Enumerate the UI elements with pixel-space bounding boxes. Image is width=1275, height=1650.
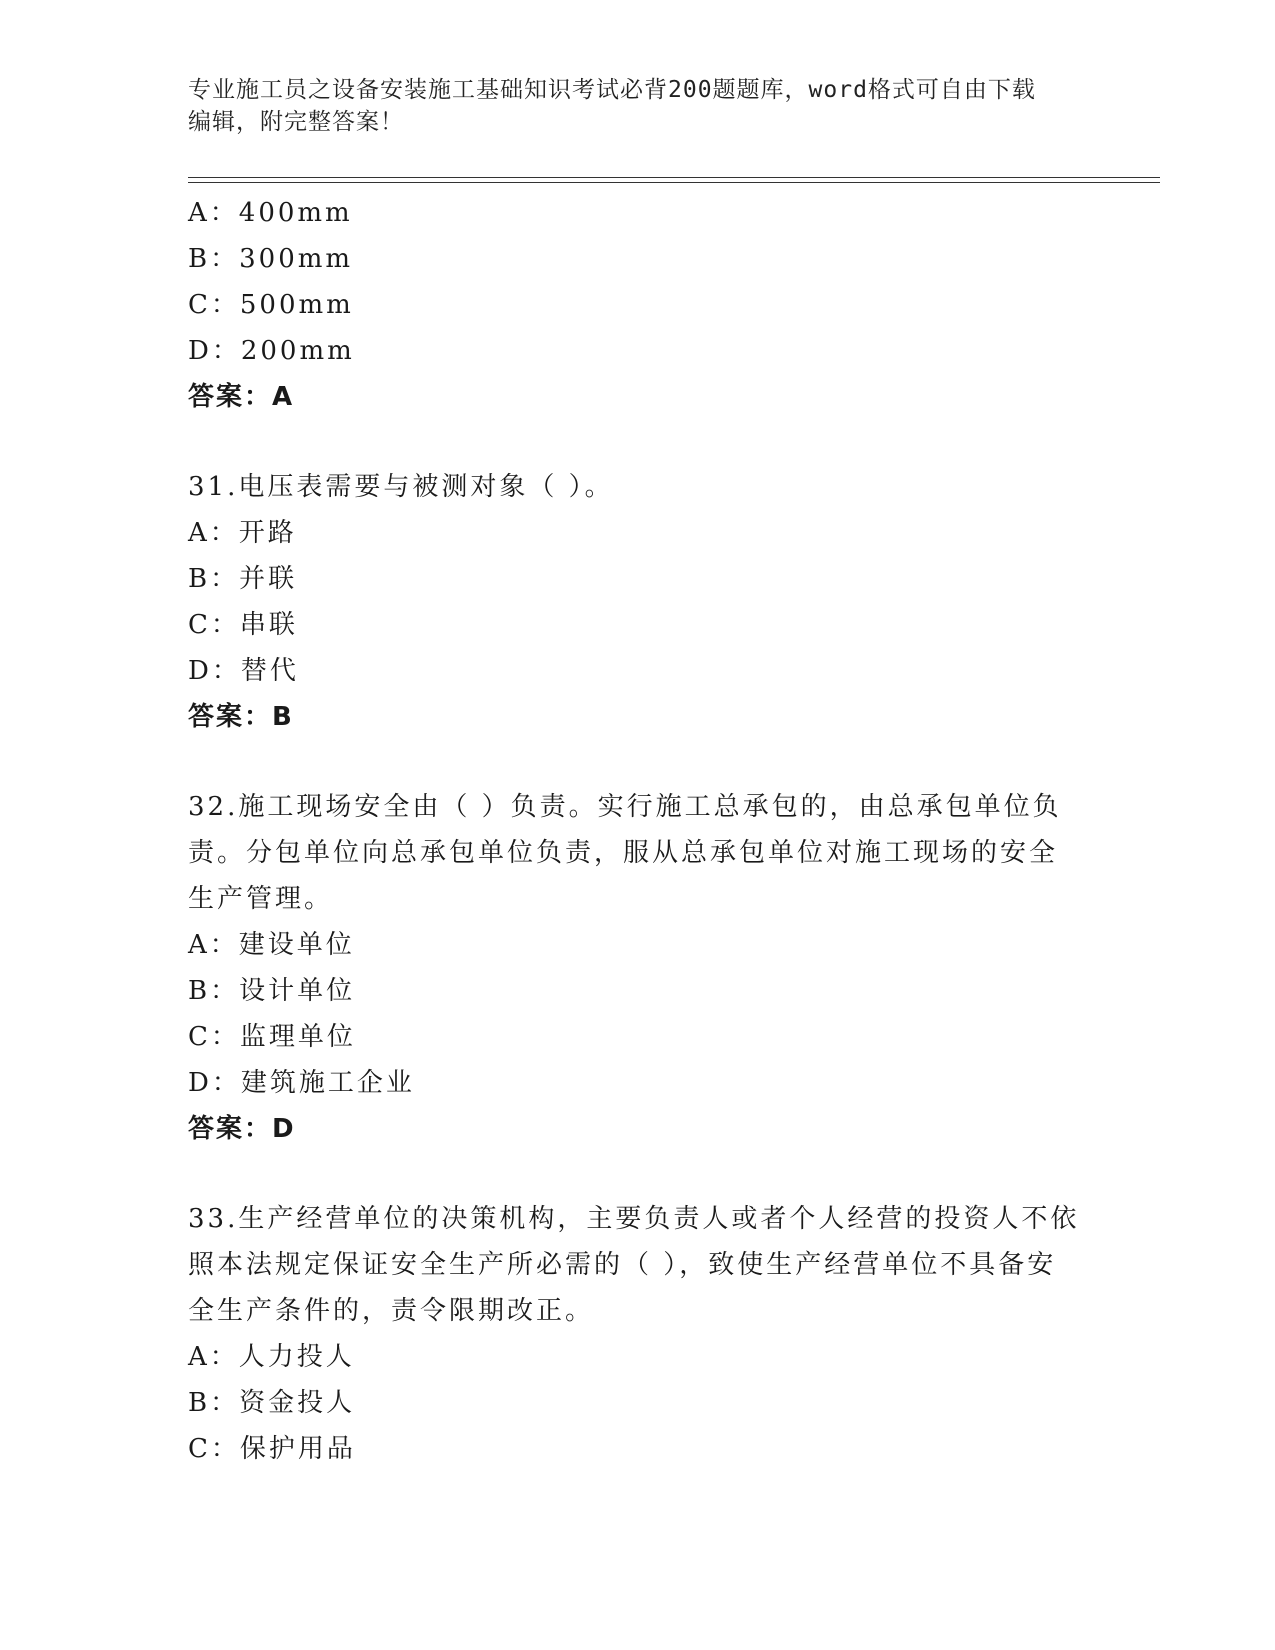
question-list <box>188 190 1088 1472</box>
question-30 <box>188 190 1088 420</box>
option-c: C：保护用品 <box>188 1434 356 1464</box>
option-a: A：建设单位 <box>188 930 355 960</box>
header-rule-top <box>188 177 1160 178</box>
option-d: D：替代 <box>188 656 299 686</box>
option-a: A：400mm <box>188 198 353 228</box>
option-b: B：资金投人 <box>188 1388 356 1418</box>
option-c: C：串联 <box>188 610 298 640</box>
answer: 答案：A <box>188 382 295 412</box>
question-33 <box>188 1196 1088 1472</box>
question-text-line-1: 33.生产经营单位的决策机构，主要负责人或者个人经营的投资人不依 <box>188 1204 1080 1234</box>
question-text-line-1: 32.施工现场安全由（ ）负责。实行施工总承包的，由总承包单位负 <box>188 792 1062 822</box>
option-c: C：500mm <box>188 290 354 320</box>
option-c: C：监理单位 <box>188 1022 356 1052</box>
question-text: 31.电压表需要与被测对象（ ）。 <box>188 472 614 502</box>
question-text-line-2: 责。分包单位向总承包单位负责，服从总承包单位对施工现场的安全 <box>188 838 1059 868</box>
header-rule-bottom <box>188 182 1160 183</box>
header-line-2: 编辑，附完整答案！ <box>188 109 404 135</box>
document-header <box>188 74 1068 138</box>
question-31 <box>188 464 1088 740</box>
question-text-line-3: 全生产条件的，责令限期改正。 <box>188 1296 595 1326</box>
option-d: D：200mm <box>188 336 355 366</box>
question-text-line-2: 照本法规定保证安全生产所必需的（ ），致使生产经营单位不具备安 <box>188 1250 1057 1280</box>
option-b: B：300mm <box>188 244 354 274</box>
option-a: A：人力投人 <box>188 1342 355 1372</box>
option-a: A：开路 <box>188 518 297 548</box>
answer: 答案：D <box>188 1114 296 1144</box>
header-line-1: 专业施工员之设备安装施工基础知识考试必背200题题库，word格式可自由下载 <box>188 77 1036 103</box>
option-b: B：并联 <box>188 564 298 594</box>
question-32 <box>188 784 1088 1152</box>
answer: 答案：B <box>188 702 294 732</box>
option-b: B：设计单位 <box>188 976 356 1006</box>
option-d: D：建筑施工企业 <box>188 1068 415 1098</box>
question-text-line-3: 生产管理。 <box>188 884 334 914</box>
